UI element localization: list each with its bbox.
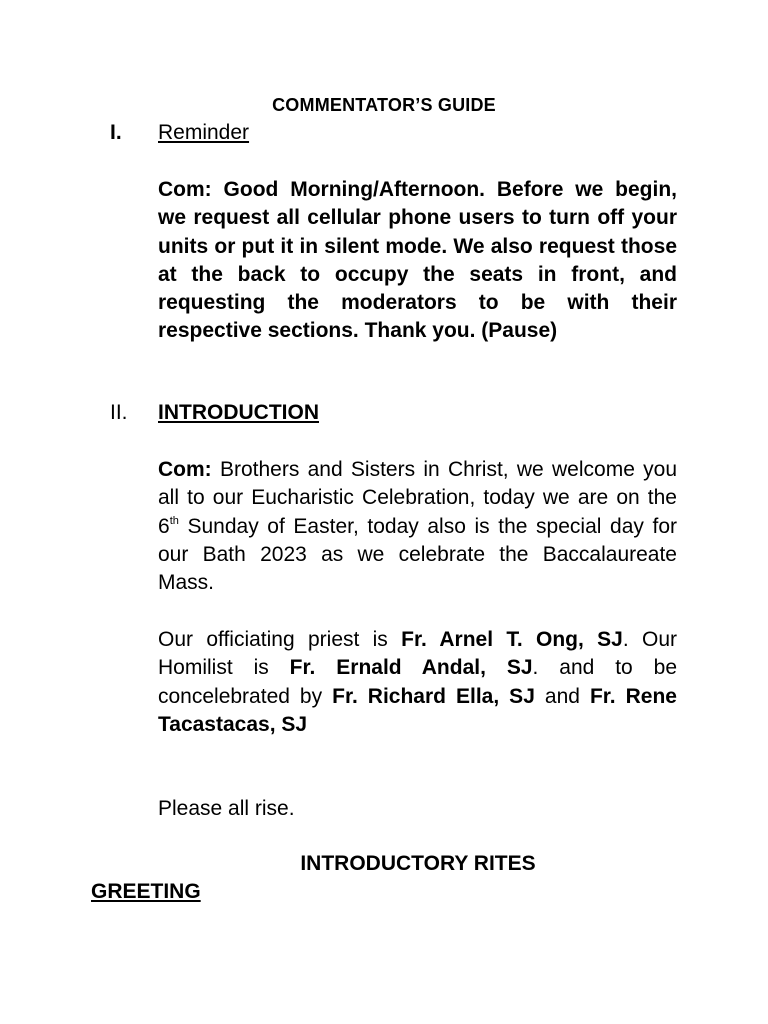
introductory-rites-heading: INTRODUCTORY RITES <box>300 852 536 875</box>
ordinal-suffix: th <box>169 514 179 527</box>
com-label: Com: <box>158 458 212 481</box>
officiating-priest: Fr. Arnel T. Ong, SJ <box>401 628 623 651</box>
introduction-paragraph <box>158 456 677 597</box>
concelebrated-text: . and to be concelebrated by <box>158 656 677 708</box>
section-2-number: II. <box>110 401 128 424</box>
homilist-name: Fr. Ernald Andal, SJ <box>289 656 533 680</box>
homilist-text: . Our Homilist is <box>158 628 677 680</box>
section-2-heading: INTRODUCTION <box>158 401 319 424</box>
intro-text-part1: Brothers and Sisters in Christ, we welcome you all to our Eucharistic Celebration, today we are on the 6 <box>158 458 677 538</box>
and-text: and <box>544 684 580 708</box>
intro-text-part2: Sunday of Easter, today also is the special day for our Bath 2023 as we celebrate the Baccalaureate Mass. <box>158 514 677 595</box>
section-1-heading: Reminder <box>158 121 250 144</box>
document-title: COMMENTATOR’S GUIDE <box>272 95 496 115</box>
officiating-text: Our officiating priest is <box>158 628 388 651</box>
concelebrant-2: Fr. Rene Tacastacas, SJ <box>158 684 677 736</box>
concelebrant-1: Fr. Richard Ella, SJ <box>332 684 535 708</box>
rise-instruction: Please all rise. <box>158 797 295 820</box>
greeting-heading: GREETING <box>91 880 201 903</box>
officiants-paragraph <box>158 626 677 739</box>
section-1-number: I. <box>110 121 122 144</box>
reminder-paragraph: Com: Good Morning/Afternoon. Before we begin, we request all cellular phone users to turn off your units or put it in silent mode. We also request those at the back to occupy the seats in front, and requesting the moderators to be with their respective sections. Thank you. (Pause) <box>158 178 677 343</box>
